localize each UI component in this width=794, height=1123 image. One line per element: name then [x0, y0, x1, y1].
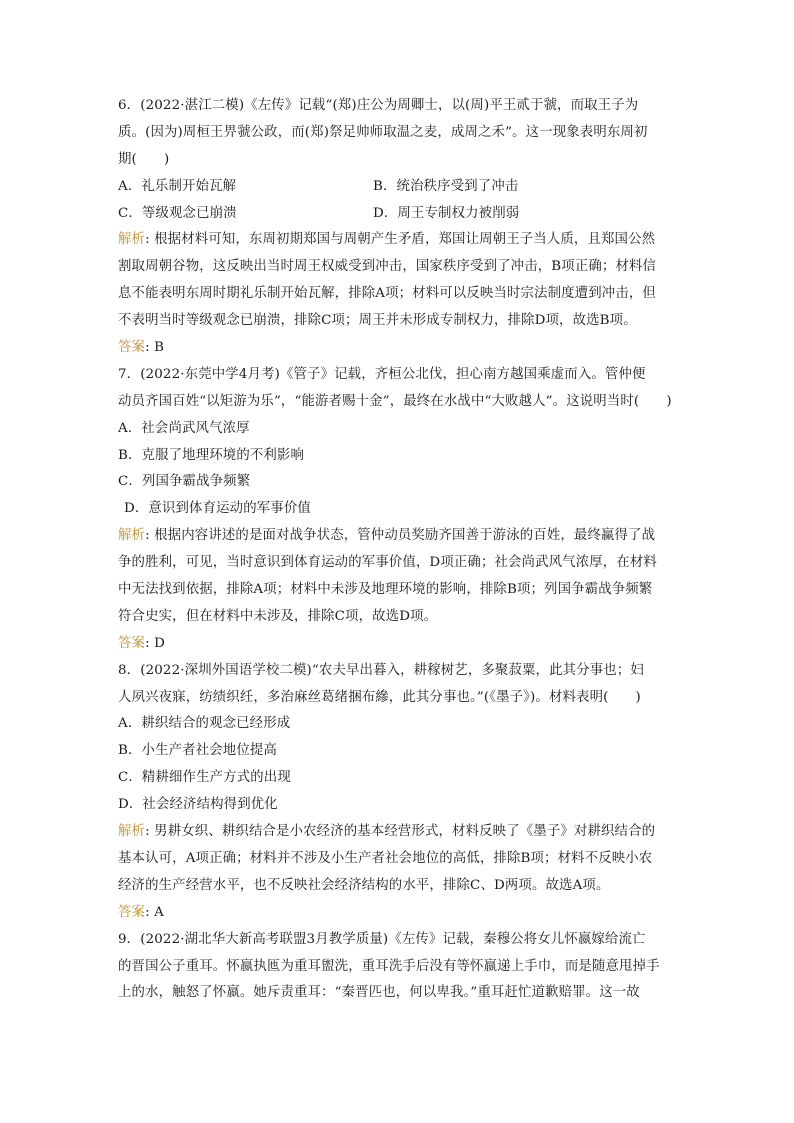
question-7-analysis-line-2: 争的胜利，可见，当时意识到体育运动的军事价值，D项正确；社会尚武风气浓厚，在材料	[118, 555, 657, 571]
question-7-option-b[interactable]: B．克服了地理环境的不利影响	[118, 447, 305, 463]
question-6-stem-line-3: 期( )	[118, 151, 170, 167]
analysis-label: 解析	[118, 824, 146, 840]
question-6-option-b[interactable]: B．统治秩序受到了冲击	[373, 178, 519, 194]
question-6-analysis-line-4: 不表明当时等级观念已崩溃，排除C项；周王并未形成专制权力，排除D项，故选B项。	[118, 313, 637, 329]
question-7-option-a[interactable]: A．社会尚武风气浓厚	[118, 420, 250, 436]
question-7-analysis-line-4: 符合史实，但在材料中未涉及，排除C项，故选D项。	[118, 608, 438, 624]
question-7-answer-value: : D	[145, 635, 166, 651]
question-7-analysis-line-3: 中无法找到依据，排除A项；材料中未涉及地理环境的影响，排除B项；列国争霸战争频繁	[118, 582, 653, 598]
question-6-analysis-text-1: : 根据材料可知，东周初期郑国与周朝产生矛盾，郑国让周朝王子当人质，且郑国公然	[145, 232, 656, 248]
answer-label: 答案	[118, 904, 146, 920]
question-8-option-c[interactable]: C．精耕细作生产方式的出现	[118, 770, 291, 786]
question-6-answer	[118, 335, 678, 362]
question-9-stem-line-1: 9．(2022·湖北华大新高考联盟3月教学质量)《左传》记载，秦穆公将女儿怀嬴嫁给流亡	[118, 931, 646, 947]
question-7-stem-line-1: 7．(2022·东莞中学4月考)《管子》记载，齐桓公北伐，担心南方越国乘虚而入。管仲便	[118, 366, 646, 382]
analysis-label: 解析	[118, 232, 146, 248]
question-8-analysis-line-2: 基本认可，A项正确；材料并不涉及小生产者社会地位的高低，排除B项；材料不反映小农	[118, 850, 653, 866]
question-7-answer	[118, 631, 678, 658]
question-9-stem-line-2: 的晋国公子重耳。怀嬴执匜为重耳盥洗，重耳洗手后没有等怀嬴递上手巾，而是随意甩掉手	[118, 958, 660, 974]
question-7-option-c[interactable]: C．列国争霸战争频繁	[118, 474, 251, 490]
question-9-stem-line-3: 上的水，触怒了怀嬴。她斥责重耳：“秦晋匹也，何以卑我。”重耳赶忙道歉赔罪。这一故	[118, 985, 640, 1001]
question-6-option-d[interactable]: D．周王专制权力被削弱	[373, 205, 520, 221]
question-6-analysis-line-1	[118, 227, 678, 254]
question-6-answer-value: : B	[145, 340, 165, 356]
question-6-options-row-2	[118, 201, 678, 228]
answer-label: 答案	[118, 635, 146, 651]
question-6-analysis-line-3: 息不能表明东周时期礼乐制开始瓦解，排除A项；材料可以反映当时宗法制度遭到冲击，但	[118, 286, 656, 302]
question-8-analysis-text-1: : 男耕女织、耕织结合是小农经济的基本经营形式，材料反映了《墨子》对耕织结合的	[145, 824, 656, 840]
question-8-analysis-line-1	[118, 819, 678, 846]
question-8-answer	[118, 900, 678, 927]
question-8-option-a[interactable]: A．耕织结合的观念已经形成	[118, 716, 291, 732]
question-8-answer-value: : A	[145, 904, 164, 920]
question-6	[118, 93, 678, 362]
question-8-stem-line-2: 人夙兴夜寐，纺绩织纴，多治麻丝葛绪捆布縿，此其分事也。”(《墨子》)。材料表明( )	[118, 689, 641, 705]
question-document	[118, 93, 678, 1007]
question-6-analysis-line-2: 割取周朝谷物，这反映出当时周王权威受到冲击，国家秩序受到了冲击，B项正确；材料信	[118, 259, 657, 275]
question-8-option-d[interactable]: D．社会经济结构得到优化	[118, 797, 278, 813]
question-6-stem-line-1: 6．(2022·湛江二模)《左传》记载“(郑)庄公为周卿士，以(周)平王贰于虢，而取王子为	[118, 98, 639, 113]
question-7	[118, 362, 678, 658]
question-6-options-row-1	[118, 174, 678, 201]
analysis-label: 解析	[118, 528, 146, 544]
question-7-analysis-line-1	[118, 523, 678, 550]
question-6-option-a[interactable]: A．礼乐制开始瓦解	[118, 178, 237, 194]
question-9	[118, 927, 678, 1008]
question-8-stem-line-1: 8．(2022·深圳外国语学校二模)“农夫早出暮入，耕稼树艺，多聚菽粟，此其分事也；妇	[118, 662, 644, 678]
question-7-stem-line-2: 动员齐国百姓“以矩游为乐”，“能游者赐十金”，最终在水战中“大败越人”。这说明当时( )	[118, 393, 672, 409]
question-8-analysis-line-3: 经济的生产经营水平，也不反映社会经济结构的水平，排除C、D两项。故选A项。	[118, 877, 610, 893]
question-6-option-c[interactable]: C．等级观念已崩溃	[118, 205, 237, 221]
question-8	[118, 658, 678, 927]
question-6-stem-line-2: 质。(因为)周桓王畀虢公政，而(郑)祭足帅师取温之麦，成周之禾”。这一现象表明东周初	[118, 124, 648, 140]
question-7-option-d[interactable]: D．意识到体育运动的军事价值	[124, 501, 311, 517]
question-7-analysis-text-1: : 根据内容讲述的是面对战争状态，管仲动员奖励齐国善于游泳的百姓，最终赢得了战	[145, 528, 656, 544]
question-8-option-b[interactable]: B．小生产者社会地位提高	[118, 743, 277, 759]
answer-label: 答案	[118, 340, 146, 356]
